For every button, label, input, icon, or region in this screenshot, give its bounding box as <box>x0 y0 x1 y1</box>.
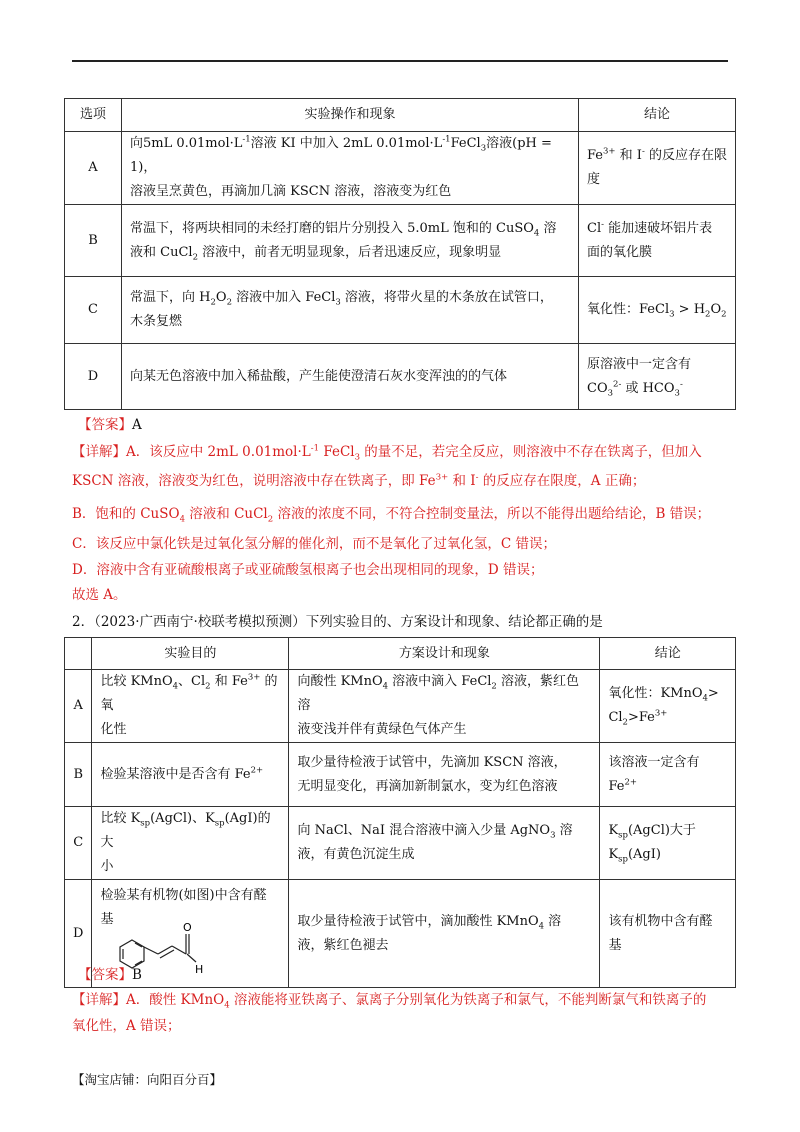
operation-cell: 常温下，将两块相同的未经打磨的铝片分别投入 5.0mL 饱和的 CuSO$_4$ 溶 液和 CuCl$_2$ 溶液中，前者无明显现象，后者迅速反应，现象明显 <box>122 205 579 277</box>
detail-1-c: C．该反应中氯化铁是过氧化氢分解的催化剂，而不是氧化了过氧化氢，C 错误； <box>72 536 556 552</box>
operation-cell: 常温下，向 $H_2O_2$ 溶液中加入 FeCl$_3$ 溶液，将带火星的木条放在试管口， 木条复燃 <box>122 277 579 344</box>
hydrogen-label: H <box>195 963 204 976</box>
conclusion-cell: 原溶液中一定含有 $CO_3^{2-}$ 或 $HCO_3^-$ <box>579 344 736 410</box>
question-2: 2．（2023·广西南宁·校联考模拟预测）下列实验目的、方案设计和现象、结论都正确的是 <box>72 614 603 630</box>
detail-1-a: 【详解】A．该反应中 2mL $0.01mol\cdot L^{-1}$ FeCl$_3$ 的量不足，若完全反应，则溶液中不存在铁离子，但加入 <box>72 443 702 463</box>
table-row <box>65 277 736 344</box>
experiment-table-2 <box>64 637 736 988</box>
aldehyde-h-bond <box>187 954 196 962</box>
option-cell: A <box>65 670 92 743</box>
table-row <box>65 880 736 988</box>
header-conclusion: 结论 <box>579 99 736 132</box>
detail-1-b: B．饱和的 CuSO$_4$ 溶液和 CuCl$_2$ 溶液的浓度不同，不符合控制变量法，所以不能得出题给结论，B 错误； <box>72 506 711 525</box>
table-row <box>65 670 736 743</box>
header-goal: 实验目的 <box>92 638 289 670</box>
conclusion-cell: 该溶液一定含有 $Fe^{2+}$ <box>600 743 736 807</box>
detail-2-a-cont: 氧化性，A 错误； <box>72 1018 181 1034</box>
header-rule <box>72 60 728 62</box>
conclusion-cell: Cl- 能加速破坏铝片表 面的氧化膜 <box>579 205 736 277</box>
goal-cell: 比较 KMnO$_4$、$Cl_2$ 和 $Fe^{3+}$ 的氧 化性 <box>92 670 289 743</box>
operation-cell: 向某无色溶液中加入稀盐酸，产生能使澄清石灰水变浑浊的的气体 <box>122 344 579 410</box>
plan-cell: 取少量待检液于试管中，滴加酸性 KMnO$_4$ 溶 液，紫红色褪去 <box>289 880 600 988</box>
option-cell: C <box>65 277 122 344</box>
table-row <box>65 205 736 277</box>
conclusion-cell: 该有机物中含有醛 基 <box>600 880 736 988</box>
table-row <box>65 743 736 807</box>
detail-2-a: 【详解】A．酸性 KMnO$_4$ 溶液能将亚铁离子、氯离子分别氧化为铁离子和氯气，不能判断氯气和铁离子的 <box>72 992 707 1011</box>
answer-2: 【答案】B <box>78 967 142 983</box>
conclusion-cell: 氧化性：FeCl$_3$ > $H_2O_2$ <box>579 277 736 344</box>
option-cell: A <box>65 132 122 205</box>
answer-1: 【答案】A <box>78 417 142 433</box>
header-option: 选项 <box>65 99 122 132</box>
option-cell: D <box>65 880 92 988</box>
oxygen-label: O <box>183 921 193 934</box>
header-plan: 方案设计和现象 <box>289 638 600 670</box>
option-cell: C <box>65 807 92 880</box>
experiment-table-1 <box>64 98 736 410</box>
detail-1-end: 故选 A。 <box>72 587 127 603</box>
chain-bond <box>172 946 186 954</box>
plan-cell: 向 NaCl、NaI 混合溶液中滴入少量 AgNO$_3$ 溶 液，有黄色沉淀生成 <box>289 807 600 880</box>
chain-bond <box>144 947 158 954</box>
plan-cell: 向酸性 KMnO$_4$ 溶液中滴入 FeCl$_2$ 溶液，紫红色溶 液变浅并伴有黄绿色气体产生 <box>289 670 600 743</box>
table-header-row <box>65 638 736 670</box>
plan-cell: 取少量待检液于试管中，先滴加 KSCN 溶液， 无明显变化，再滴加新制氯水，变为红色溶液 <box>289 743 600 807</box>
option-cell: B <box>65 205 122 277</box>
conclusion-cell: 氧化性：KMnO$_4$> $Cl_2>Fe^{3+}$ <box>600 670 736 743</box>
footer-shop-label: 【淘宝店铺：向阳百分百】 <box>72 1072 223 1087</box>
conclusion-cell: $Fe^{3+}$ 和 I- 的反应存在限 度 <box>579 132 736 205</box>
table-row <box>65 807 736 880</box>
operation-cell: 向5mL $0.01mol\cdot L^{-1}$溶液 KI 中加入 2mL $0.01mol\cdot L^{-1}FeCl_3$溶液(pH = 1)， 溶液呈烹黄色，再滴加几滴 KSCN 溶液，溶液变为红色 <box>122 132 579 205</box>
header-conclusion: 结论 <box>600 638 736 670</box>
option-cell: B <box>65 743 92 807</box>
table-row <box>65 132 736 205</box>
detail-1-d: D．溶液中含有亚硫酸根离子或亚硫酸氢根离子也会出现相同的现象，D 错误； <box>72 562 544 578</box>
table-header-row <box>65 99 736 132</box>
goal-cell: 检验某溶液中是否含有 $Fe^{2+}$ <box>92 743 289 807</box>
goal-cell: 比较 $K_{sp}(AgCl)$、$K_{sp}(AgI)$的大 小 <box>92 807 289 880</box>
option-cell: D <box>65 344 122 410</box>
goal-cell: 检验某有机物(如图)中含有醛 基 O H <box>92 880 289 988</box>
table-row <box>65 344 736 410</box>
detail-1-a-cont: KSCN 溶液，溶液变为红色，说明溶液中存在铁离子，即 $Fe^{3+}$ 和 I- 的反应存在限度，A 正确； <box>72 472 646 489</box>
header-option-empty <box>65 638 92 670</box>
header-operation: 实验操作和现象 <box>122 99 579 132</box>
conclusion-cell: $K_{sp}(AgCl)$大于 $K_{sp}(AgI)$ <box>600 807 736 880</box>
